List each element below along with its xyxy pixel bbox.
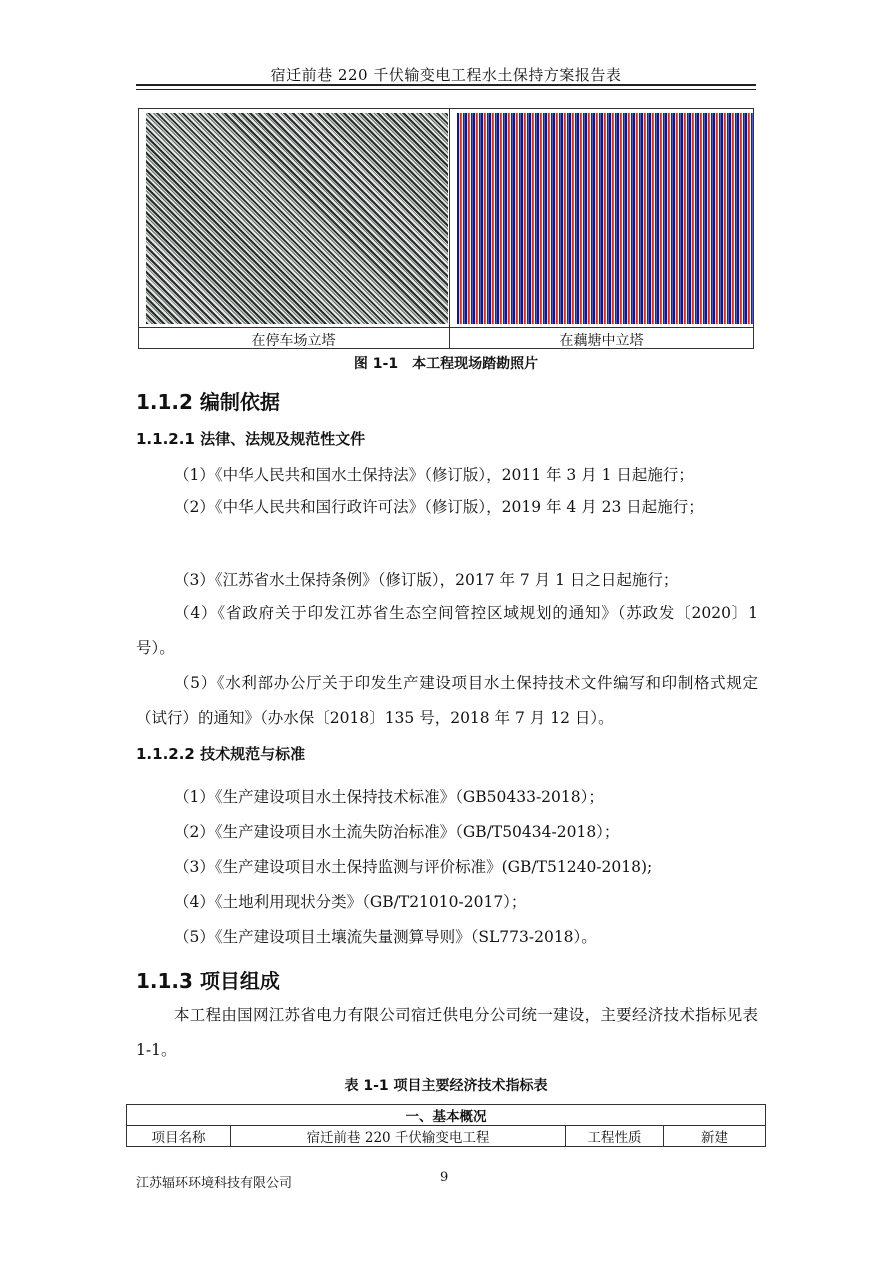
section-heading-1-1-3: 1.1.3 项目组成 [136,969,280,993]
page-number: 9 [440,1170,449,1185]
standard-item-1: （1）《生产建设项目水土保持技术标准》（GB50433-2018）； [174,788,604,806]
standard-item-4: （4）《土地利用现状分类》（GB/T21010-2017）； [174,893,527,911]
header-rule-thin [136,89,756,90]
table-cell-label: 工程性质 [566,1126,664,1147]
table-section-row [127,1105,766,1126]
page-header-title: 宿迁前巷 220 千伏输变电工程水土保持方案报告表 [270,66,622,84]
subsection-heading-1-1-2-1: 1.1.2.1 法律、法规及规范性文件 [136,430,366,448]
project-composition-paragraph: 本工程由国网江苏省电力有限公司宿迁供电分公司统一建设，主要经济技术指标见表 1-1。 [136,1006,758,1059]
section-heading-1-1-2: 1.1.2 编制依据 [136,390,280,414]
subsection-heading-1-1-2-2: 1.1.2.2 技术规范与标准 [136,745,306,763]
table-title: 表 1-1 项目主要经济技术指标表 [344,1078,548,1094]
table-section-header: 一、基本概况 [127,1105,766,1126]
table-cell-label: 项目名称 [127,1126,231,1147]
caption-divider [138,327,754,328]
law-item-1: （1）《中华人民共和国水土保持法》（修订版），2011 年 3 月 1 日起施行； [174,466,694,484]
standard-item-5: （5）《生产建设项目土壤流失量测算导则》（SL773-2018）。 [174,928,597,946]
photo-caption-right: 在藕塘中立塔 [559,333,644,349]
law-item-5: （5）《水利部办公厅关于印发生产建设项目水土保持技术文件编写和印制格式规定（试行）的通知》（办水保〔2018〕135 号，2018 年 7 月 12 日）。 [136,674,758,727]
figure-title: 图 1-1 本工程现场踏勘照片 [353,356,539,372]
table-cell-nature: 新建 [664,1126,766,1147]
standard-item-3: （3）《生产建设项目水土保持监测与评价标准》(GB/T51240-2018); [174,858,653,876]
site-photo-lotus-pond [457,113,753,324]
photo-caption-left: 在停车场立塔 [251,333,336,349]
footer-company: 江苏辐环环境科技有限公司 [136,1176,293,1191]
photo-divider [449,108,450,349]
site-photo-parking-lot [146,113,448,324]
table-row [127,1126,766,1147]
law-item-3: （3）《江苏省水土保持条例》（修订版），2017 年 7 月 1 日之日起施行； [174,571,679,589]
law-item-4: （4）《省政府关于印发江苏省生态空间管控区域规划的通知》（苏政发〔2020〕1 号）。 [136,604,758,657]
header-rule [136,84,756,86]
standard-item-2: （2）《生产建设项目水土流失防治标准》（GB/T50434-2018）； [174,823,620,841]
table-cell-project-name: 宿迁前巷 220 千伏输变电工程 [231,1126,566,1147]
economic-indicator-table [126,1104,766,1147]
law-item-2: （2）《中华人民共和国行政许可法》（修订版），2019 年 4 月 23 日起施行； [174,498,704,516]
